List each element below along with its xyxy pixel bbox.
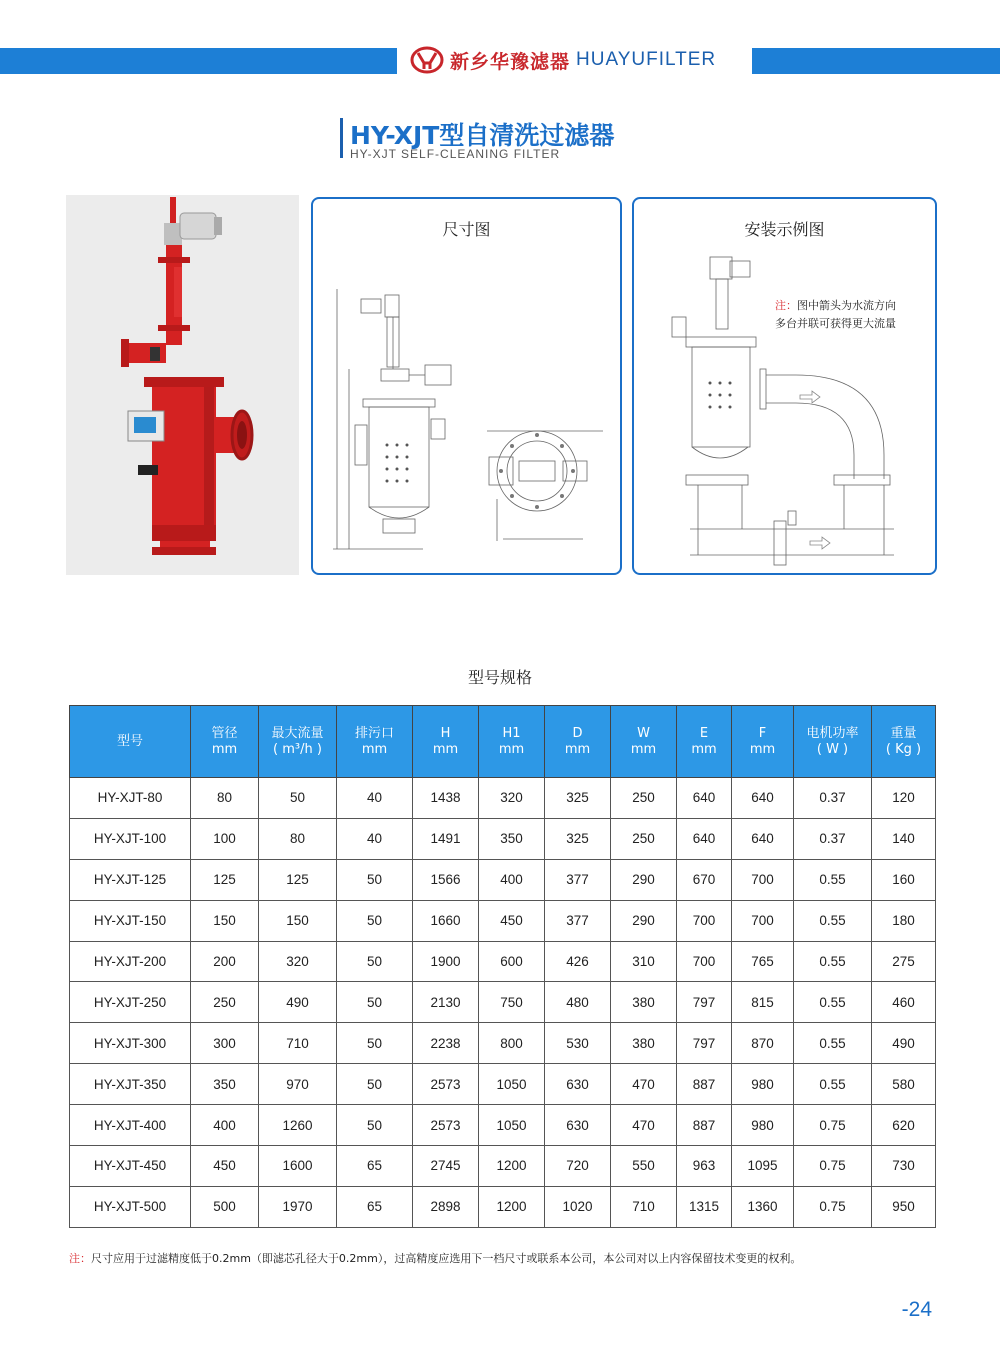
table-cell: 750 xyxy=(479,982,545,1023)
table-cell: 630 xyxy=(545,1064,611,1105)
header-h1: H1 mm xyxy=(479,706,545,778)
dimension-drawing-panel xyxy=(311,197,622,575)
table-row xyxy=(70,1064,936,1105)
table-cell: 50 xyxy=(337,941,413,982)
table-cell: 530 xyxy=(545,1023,611,1064)
table-cell: 2745 xyxy=(413,1146,479,1187)
table-cell: 50 xyxy=(337,982,413,1023)
table-cell: 1970 xyxy=(259,1186,337,1227)
table-cell: 1491 xyxy=(413,818,479,859)
table-cell: 275 xyxy=(872,941,936,982)
cell-model: HY-XJT-350 xyxy=(70,1064,191,1105)
table-cell: 720 xyxy=(545,1146,611,1187)
table-cell: 950 xyxy=(872,1186,936,1227)
installation-note xyxy=(775,297,896,333)
table-cell: 765 xyxy=(732,941,794,982)
table-cell: 0.75 xyxy=(794,1105,872,1146)
table-cell: 80 xyxy=(259,818,337,859)
table-cell: 320 xyxy=(259,941,337,982)
table-cell: 1660 xyxy=(413,900,479,941)
table-cell: 160 xyxy=(872,859,936,900)
header-model: 型号 xyxy=(70,706,191,778)
table-cell: 1200 xyxy=(479,1146,545,1187)
table-cell: 50 xyxy=(259,778,337,819)
table-cell: 797 xyxy=(677,982,732,1023)
table-cell: 1260 xyxy=(259,1105,337,1146)
page-number: -24 xyxy=(901,1298,932,1321)
table-cell: 800 xyxy=(479,1023,545,1064)
cell-model: HY-XJT-400 xyxy=(70,1105,191,1146)
table-cell: 0.37 xyxy=(794,818,872,859)
table-cell: 380 xyxy=(611,1023,677,1064)
table-row xyxy=(70,1023,936,1064)
table-row xyxy=(70,818,936,859)
table-cell: 40 xyxy=(337,778,413,819)
table-cell: 1315 xyxy=(677,1186,732,1227)
table-cell: 0.55 xyxy=(794,900,872,941)
header-f: F mm xyxy=(732,706,794,778)
spec-section-title: 型号规格 xyxy=(467,668,532,687)
table-row xyxy=(70,982,936,1023)
header-pipe-diameter: 管径 mm xyxy=(191,706,259,778)
table-cell: 1438 xyxy=(413,778,479,819)
table-cell: 350 xyxy=(191,1064,259,1105)
spec-table xyxy=(69,705,936,1228)
table-cell: 140 xyxy=(872,818,936,859)
header-band-right xyxy=(752,48,1000,74)
table-cell: 325 xyxy=(545,818,611,859)
cell-model: HY-XJT-250 xyxy=(70,982,191,1023)
table-cell: 100 xyxy=(191,818,259,859)
table-cell: 450 xyxy=(479,900,545,941)
table-cell: 50 xyxy=(337,1105,413,1146)
cell-model: HY-XJT-450 xyxy=(70,1146,191,1187)
installation-example-panel xyxy=(632,197,937,575)
dimension-drawing xyxy=(313,199,620,573)
footnote-text: 尺寸应用于过滤精度低于0.2mm（即滤芯孔径大于0.2mm），过高精度应选用下一档尺寸或联系本公司，本公司对以上内容保留技术变更的权利。 xyxy=(91,1252,802,1265)
table-cell: 426 xyxy=(545,941,611,982)
table-cell: 640 xyxy=(677,778,732,819)
table-cell: 380 xyxy=(611,982,677,1023)
table-cell: 1600 xyxy=(259,1146,337,1187)
table-cell: 290 xyxy=(611,859,677,900)
table-cell: 1566 xyxy=(413,859,479,900)
table-cell: 250 xyxy=(611,778,677,819)
table-cell: 963 xyxy=(677,1146,732,1187)
table-cell: 65 xyxy=(337,1186,413,1227)
table-cell: 0.55 xyxy=(794,1064,872,1105)
table-cell: 887 xyxy=(677,1064,732,1105)
table-cell: 400 xyxy=(479,859,545,900)
table-cell: 1050 xyxy=(479,1064,545,1105)
header-motor-power: 电机功率 ( W ) xyxy=(794,706,872,778)
table-cell: 2130 xyxy=(413,982,479,1023)
table-cell: 630 xyxy=(545,1105,611,1146)
header-d: D mm xyxy=(545,706,611,778)
installation-note-line1: 图中箭头为水流方向 xyxy=(797,299,896,312)
table-cell: 1900 xyxy=(413,941,479,982)
table-cell: 80 xyxy=(191,778,259,819)
table-cell: 2573 xyxy=(413,1105,479,1146)
table-cell: 120 xyxy=(872,778,936,819)
spec-table-header-row xyxy=(70,706,936,778)
installation-note-label: 注： xyxy=(775,299,797,312)
table-cell: 50 xyxy=(337,1064,413,1105)
table-cell: 870 xyxy=(732,1023,794,1064)
page-title: HY-XJT型自清洗过滤器 xyxy=(350,121,615,150)
filter-product-image xyxy=(66,195,299,575)
table-cell: 0.55 xyxy=(794,941,872,982)
table-cell: 640 xyxy=(732,778,794,819)
table-cell: 1020 xyxy=(545,1186,611,1227)
table-cell: 0.55 xyxy=(794,1023,872,1064)
table-cell: 325 xyxy=(545,778,611,819)
table-cell: 480 xyxy=(545,982,611,1023)
table-cell: 150 xyxy=(259,900,337,941)
header-w: W mm xyxy=(611,706,677,778)
table-cell: 640 xyxy=(732,818,794,859)
table-cell: 700 xyxy=(677,900,732,941)
cell-model: HY-XJT-100 xyxy=(70,818,191,859)
brand-name-cn: 新乡华豫滤器 xyxy=(450,50,571,73)
table-row xyxy=(70,1105,936,1146)
table-cell: 460 xyxy=(872,982,936,1023)
cell-model: HY-XJT-80 xyxy=(70,778,191,819)
brand xyxy=(410,42,716,78)
table-cell: 300 xyxy=(191,1023,259,1064)
table-cell: 490 xyxy=(872,1023,936,1064)
installation-note-line2: 多台并联可获得更大流量 xyxy=(775,317,896,330)
table-row xyxy=(70,1186,936,1227)
table-cell: 320 xyxy=(479,778,545,819)
table-cell: 2573 xyxy=(413,1064,479,1105)
header-band-left xyxy=(0,48,397,74)
table-cell: 670 xyxy=(677,859,732,900)
page-subtitle: HY-XJT SELF-CLEANING FILTER xyxy=(350,147,561,161)
table-cell: 580 xyxy=(872,1064,936,1105)
table-cell: 350 xyxy=(479,818,545,859)
table-cell: 0.75 xyxy=(794,1146,872,1187)
table-cell: 700 xyxy=(677,941,732,982)
table-cell: 980 xyxy=(732,1105,794,1146)
table-cell: 490 xyxy=(259,982,337,1023)
table-cell: 620 xyxy=(872,1105,936,1146)
cell-model: HY-XJT-150 xyxy=(70,900,191,941)
header-drain-outlet: 排污口 mm xyxy=(337,706,413,778)
table-cell: 710 xyxy=(259,1023,337,1064)
brand-name-en: HUAYUFILTER xyxy=(576,49,717,70)
table-cell: 310 xyxy=(611,941,677,982)
table-cell: 1050 xyxy=(479,1105,545,1146)
product-photo xyxy=(66,195,299,575)
table-cell: 1200 xyxy=(479,1186,545,1227)
table-cell: 377 xyxy=(545,900,611,941)
table-cell: 180 xyxy=(872,900,936,941)
table-cell: 797 xyxy=(677,1023,732,1064)
table-cell: 0.37 xyxy=(794,778,872,819)
footnote xyxy=(69,1250,801,1266)
table-cell: 2238 xyxy=(413,1023,479,1064)
table-cell: 700 xyxy=(732,859,794,900)
dimension-drawing-title: 尺寸图 xyxy=(442,220,491,239)
cell-model: HY-XJT-500 xyxy=(70,1186,191,1227)
table-cell: 1360 xyxy=(732,1186,794,1227)
table-cell: 550 xyxy=(611,1146,677,1187)
header-weight: 重量 ( Kg ) xyxy=(872,706,936,778)
table-cell: 50 xyxy=(337,900,413,941)
table-cell: 0.55 xyxy=(794,982,872,1023)
table-cell: 0.55 xyxy=(794,859,872,900)
table-row xyxy=(70,1146,936,1187)
table-cell: 980 xyxy=(732,1064,794,1105)
table-cell: 640 xyxy=(677,818,732,859)
table-cell: 730 xyxy=(872,1146,936,1187)
table-cell: 200 xyxy=(191,941,259,982)
table-row xyxy=(70,778,936,819)
table-cell: 700 xyxy=(732,900,794,941)
table-cell: 250 xyxy=(611,818,677,859)
table-cell: 815 xyxy=(732,982,794,1023)
table-cell: 0.75 xyxy=(794,1186,872,1227)
table-cell: 500 xyxy=(191,1186,259,1227)
table-cell: 970 xyxy=(259,1064,337,1105)
table-cell: 470 xyxy=(611,1105,677,1146)
footnote-label: 注： xyxy=(69,1252,91,1265)
table-cell: 290 xyxy=(611,900,677,941)
header-max-flow: 最大流量 ( m³/h ) xyxy=(259,706,337,778)
installation-drawing xyxy=(634,199,935,573)
table-cell: 125 xyxy=(259,859,337,900)
table-cell: 150 xyxy=(191,900,259,941)
table-cell: 377 xyxy=(545,859,611,900)
table-cell: 400 xyxy=(191,1105,259,1146)
table-cell: 450 xyxy=(191,1146,259,1187)
table-cell: 50 xyxy=(337,859,413,900)
cell-model: HY-XJT-125 xyxy=(70,859,191,900)
table-cell: 710 xyxy=(611,1186,677,1227)
table-cell: 50 xyxy=(337,1023,413,1064)
table-cell: 65 xyxy=(337,1146,413,1187)
table-row xyxy=(70,941,936,982)
table-cell: 125 xyxy=(191,859,259,900)
table-cell: 1095 xyxy=(732,1146,794,1187)
table-cell: 887 xyxy=(677,1105,732,1146)
table-row xyxy=(70,859,936,900)
table-cell: 40 xyxy=(337,818,413,859)
table-cell: 250 xyxy=(191,982,259,1023)
header-e: E mm xyxy=(677,706,732,778)
table-cell: 2898 xyxy=(413,1186,479,1227)
table-row xyxy=(70,900,936,941)
table-cell: 470 xyxy=(611,1064,677,1105)
header-h: H mm xyxy=(413,706,479,778)
brand-logo-icon xyxy=(410,45,444,75)
installation-example-title: 安装示例图 xyxy=(744,220,825,239)
title-accent-bar xyxy=(340,118,343,158)
table-cell: 600 xyxy=(479,941,545,982)
cell-model: HY-XJT-200 xyxy=(70,941,191,982)
cell-model: HY-XJT-300 xyxy=(70,1023,191,1064)
